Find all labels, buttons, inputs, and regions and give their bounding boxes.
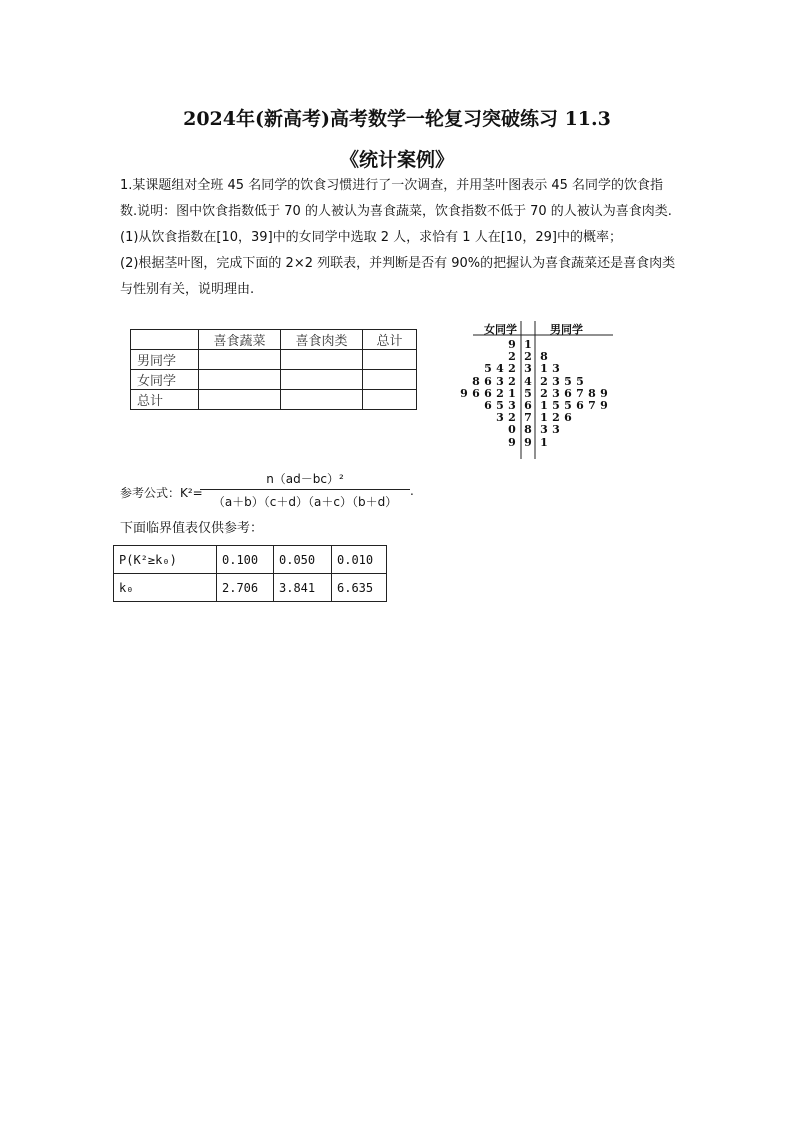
- table-row: [131, 370, 417, 390]
- leaf-male: 9: [600, 399, 608, 412]
- question-part-1: (1)从饮食指数在[10，39]中的女同学中选取 2 人，求恰有 1 人在[10，29]中的概率；: [120, 230, 622, 245]
- leaf-male: 1: [540, 362, 548, 376]
- leaf-female: 3: [508, 399, 516, 412]
- critical-label: 下面临界值表仅供参考：: [120, 521, 264, 536]
- leaf-male: 7: [588, 399, 596, 412]
- stem-row: [458, 362, 618, 374]
- table-cell: 2.706: [217, 574, 274, 602]
- leaf-female: 2: [496, 386, 504, 400]
- leaf-female: 9: [460, 386, 468, 400]
- table-cell: [199, 370, 281, 390]
- leaf-female: 3: [496, 411, 504, 425]
- fraction-bar: [200, 489, 410, 490]
- leaf-female: 5: [496, 399, 504, 412]
- stem-value: 8: [524, 423, 532, 437]
- table-cell: [199, 350, 281, 370]
- row-label: 男同学: [131, 350, 199, 370]
- table-cell: [363, 390, 417, 410]
- leaf-female: 9: [508, 435, 516, 449]
- contingency-table: [130, 329, 417, 410]
- table-row: [131, 350, 417, 370]
- leaf-female: 2: [508, 411, 516, 425]
- stem-row: [458, 375, 618, 387]
- leaf-male: 3: [552, 386, 560, 400]
- leaf-male: 5: [576, 374, 584, 388]
- leaf-female: 3: [496, 374, 504, 388]
- leaf-male: 1: [540, 399, 548, 412]
- leaf-female: 8: [472, 374, 480, 388]
- formula-denominator: （a＋b）（c＋d）（a＋c）（b＋d）: [212, 495, 398, 509]
- leaf-male: 3: [552, 362, 560, 376]
- leaf-female: 2: [508, 350, 516, 364]
- leaf-male: 1: [540, 435, 548, 449]
- row-label: 总计: [131, 390, 199, 410]
- leaf-female: 1: [508, 386, 516, 400]
- leaf-male: 5: [552, 399, 560, 412]
- stem-row: [458, 399, 618, 411]
- leaf-male: 6: [564, 386, 572, 400]
- table-cell: [281, 370, 363, 390]
- leaf-male: 8: [588, 386, 596, 400]
- table-cell: [131, 330, 199, 350]
- leaf-female: 4: [496, 362, 504, 376]
- table-cell: [199, 390, 281, 410]
- page-subtitle: 《统计案例》: [339, 149, 454, 171]
- table-cell: 6.635: [332, 574, 387, 602]
- leaf-female: 0: [508, 423, 516, 437]
- leaf-male: 3: [540, 423, 548, 437]
- table-cell: P(K²≥k₀): [114, 546, 217, 574]
- stem-value: 5: [524, 386, 532, 400]
- leaf-female: 2: [508, 362, 516, 376]
- stem-value: 9: [524, 435, 532, 449]
- stem-value: 4: [524, 374, 532, 388]
- stem-right-header: 男同学: [550, 323, 583, 336]
- stem-row: [458, 436, 618, 448]
- stem-row: [458, 350, 618, 362]
- table-cell: 0.050: [274, 546, 332, 574]
- table-cell: 0.010: [332, 546, 387, 574]
- leaf-male: 3: [552, 374, 560, 388]
- table-cell: [281, 350, 363, 370]
- table-cell: [363, 350, 417, 370]
- table-header: 喜食蔬菜: [199, 330, 281, 350]
- row-label: 女同学: [131, 370, 199, 390]
- question-line-2: 数.说明：图中饮食指数低于 70 的人被认为喜食蔬菜，饮食指数不低于 70 的人被认为喜食肉类.: [120, 204, 672, 219]
- leaf-female: 5: [484, 362, 492, 376]
- stem-row: [458, 387, 618, 399]
- leaf-male: 8: [540, 350, 548, 364]
- table-row: [114, 574, 387, 602]
- formula-prefix: 参考公式：K²=: [120, 486, 203, 500]
- leaf-male: 5: [564, 399, 572, 412]
- leaf-male: 7: [576, 386, 584, 400]
- table-header: 总计: [363, 330, 417, 350]
- question-part-2b: 与性别有关，说明理由.: [120, 282, 255, 297]
- table-cell: k₀: [114, 574, 217, 602]
- leaf-male: 1: [540, 411, 548, 425]
- stem-left-header: 女同学: [484, 323, 517, 336]
- table-header: 喜食肉类: [281, 330, 363, 350]
- leaf-male: 6: [564, 411, 572, 425]
- stem-row: [458, 423, 618, 435]
- table-row: [114, 546, 387, 574]
- leaf-male: 5: [564, 374, 572, 388]
- stem-value: 7: [524, 411, 532, 425]
- stem-value: 2: [524, 350, 532, 364]
- table-row: [131, 330, 417, 350]
- formula-numerator: n（ad－bc）²: [266, 472, 344, 486]
- formula-suffix: .: [410, 484, 414, 498]
- leaf-male: 3: [552, 423, 560, 437]
- leaf-female: 6: [484, 374, 492, 388]
- leaf-female: 2: [508, 374, 516, 388]
- table-cell: [281, 390, 363, 410]
- question-line-1: 1.某课题组对全班 45 名同学的饮食习惯进行了一次调查，并用茎叶图表示 45 名同学的饮食指: [120, 178, 664, 193]
- stem-value: 6: [524, 399, 532, 412]
- table-cell: 3.841: [274, 574, 332, 602]
- stem-leaf-plot: [458, 318, 618, 460]
- page-title: 2024年(新高考)高考数学一轮复习突破练习 11.3: [183, 108, 611, 130]
- leaf-female: 6: [484, 386, 492, 400]
- table-cell: [363, 370, 417, 390]
- stem-value: 1: [524, 338, 532, 351]
- leaf-female: 6: [472, 386, 480, 400]
- question-part-2a: (2)根据茎叶图，完成下面的 2×2 列联表，并判断是否有 90%的把握认为喜食蔬菜还是喜食肉类: [120, 256, 676, 271]
- stem-row: [458, 338, 618, 350]
- leaf-male: 6: [576, 399, 584, 412]
- table-cell: 0.100: [217, 546, 274, 574]
- leaf-male: 2: [540, 386, 548, 400]
- critical-value-table: [113, 545, 387, 602]
- leaf-male: 9: [600, 386, 608, 400]
- stem-row: [458, 411, 618, 423]
- table-row: [131, 390, 417, 410]
- stem-value: 3: [524, 362, 532, 376]
- leaf-female: 6: [484, 399, 492, 412]
- leaf-male: 2: [552, 411, 560, 425]
- leaf-male: 2: [540, 374, 548, 388]
- leaf-female: 9: [508, 338, 516, 351]
- question-text: [120, 175, 700, 301]
